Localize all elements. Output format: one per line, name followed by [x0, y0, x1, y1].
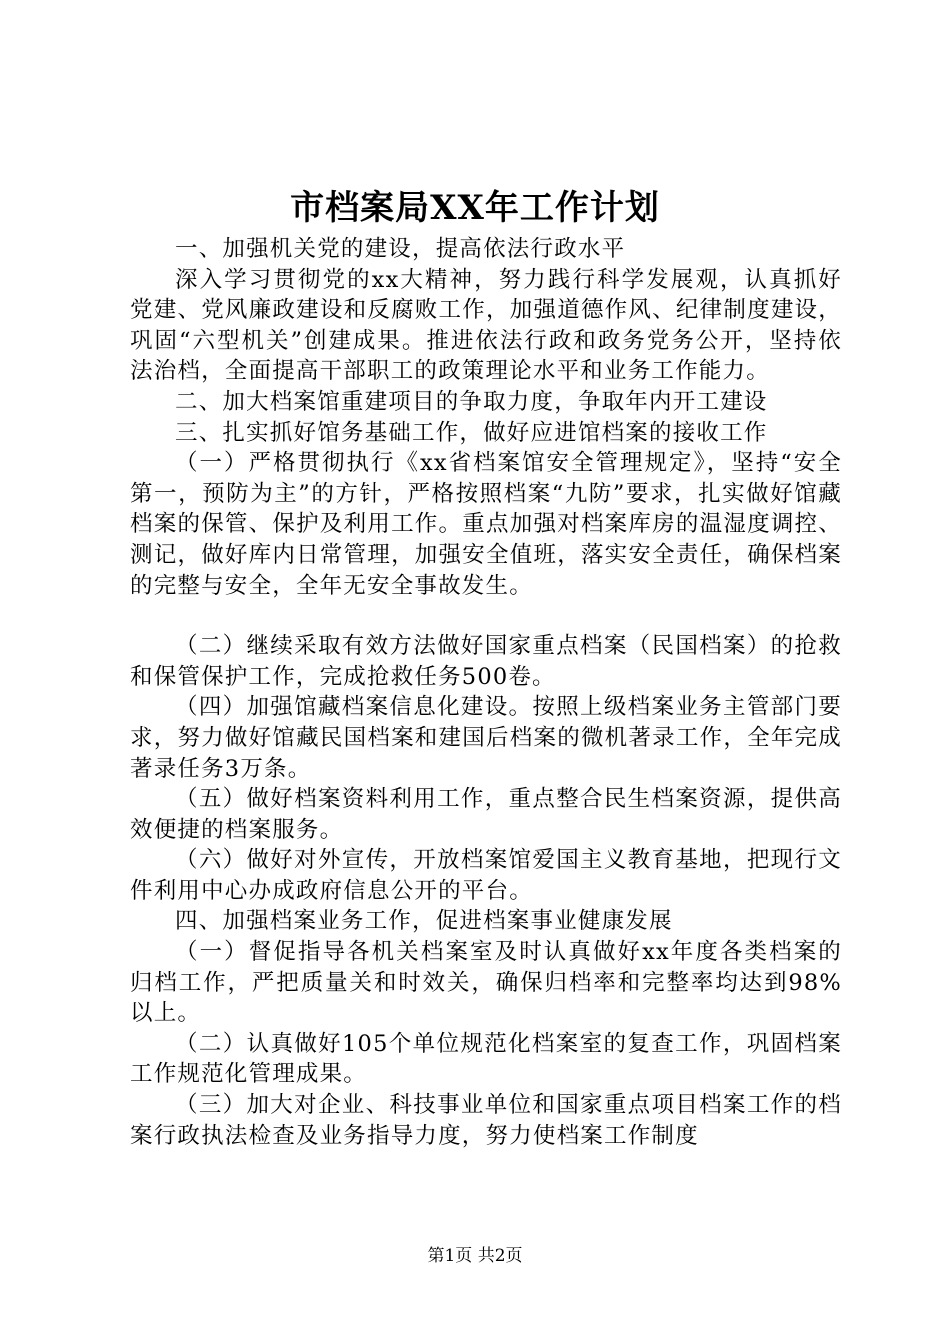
section-heading-4: 四、加强档案业务工作，促进档案事业健康发展	[175, 908, 673, 935]
paragraph: （一）严格贯彻执行《xx省档案馆安全管理规定》，坚持“安全第一，预防为主”的方针，严格按照档案“九防”要求，扎实做好馆藏档案的保管、保护及利用工作。重点加强对档案库房的温湿度调控、测记，做好库内日常管理，加强安全值班，落实安全责任，确保档案的完整与安全，全年无安全事故发生。	[130, 450, 842, 599]
paragraph: （一）督促指导各机关档案室及时认真做好xx年度各类档案的归档工作，严把质量关和时效关，确保归档率和完整率均达到98%以上。	[130, 939, 842, 1027]
paragraph: （二）认真做好105个单位规范化档案室的复查工作，巩固档案工作规范化管理成果。	[130, 1030, 842, 1088]
paragraph: （四）加强馆藏档案信息化建设。按照上级档案业务主管部门要求，努力做好馆藏民国档案和建国后档案的微机著录工作，全年完成著录任务3万条。	[130, 694, 842, 782]
section-heading-2: 二、加大档案馆重建项目的争取力度，争取年内开工建设	[175, 388, 768, 415]
paragraph: 深入学习贯彻党的xx大精神，努力践行科学发展观，认真抓好党建、党风廉政建设和反腐败工作，加强道德作风、纪律制度建设，巩固“六型机关”创建成果。推进依法行政和政务党务公开，坚持依法治档，全面提高干部职工的政策理论水平和业务工作能力。	[130, 266, 842, 385]
document-title: 市档案局XX年工作计划	[290, 188, 660, 228]
page-footer: 第1页 共2页	[427, 1246, 523, 1266]
paragraph: （二）继续采取有效方法做好国家重点档案（民国档案）的抢救和保管保护工作，完成抢救任务500卷。	[130, 633, 842, 690]
section-heading-3: 三、扎实抓好馆务基础工作，做好应进馆档案的接收工作	[175, 419, 768, 446]
paragraph: （三）加大对企业、科技事业单位和国家重点项目档案工作的档案行政执法检查及业务指导力度，努力使档案工作制度	[130, 1092, 842, 1149]
paragraph: （六）做好对外宣传，开放档案馆爱国主义教育基地，把现行文件利用中心办成政府信息公开的平台。	[130, 847, 842, 904]
paragraph: （五）做好档案资料利用工作，重点整合民生档案资源，提供高效便捷的档案服务。	[130, 786, 842, 843]
document-body	[130, 234, 842, 1151]
section-heading-1: 一、加强机关党的建设，提高依法行政水平	[175, 236, 626, 262]
